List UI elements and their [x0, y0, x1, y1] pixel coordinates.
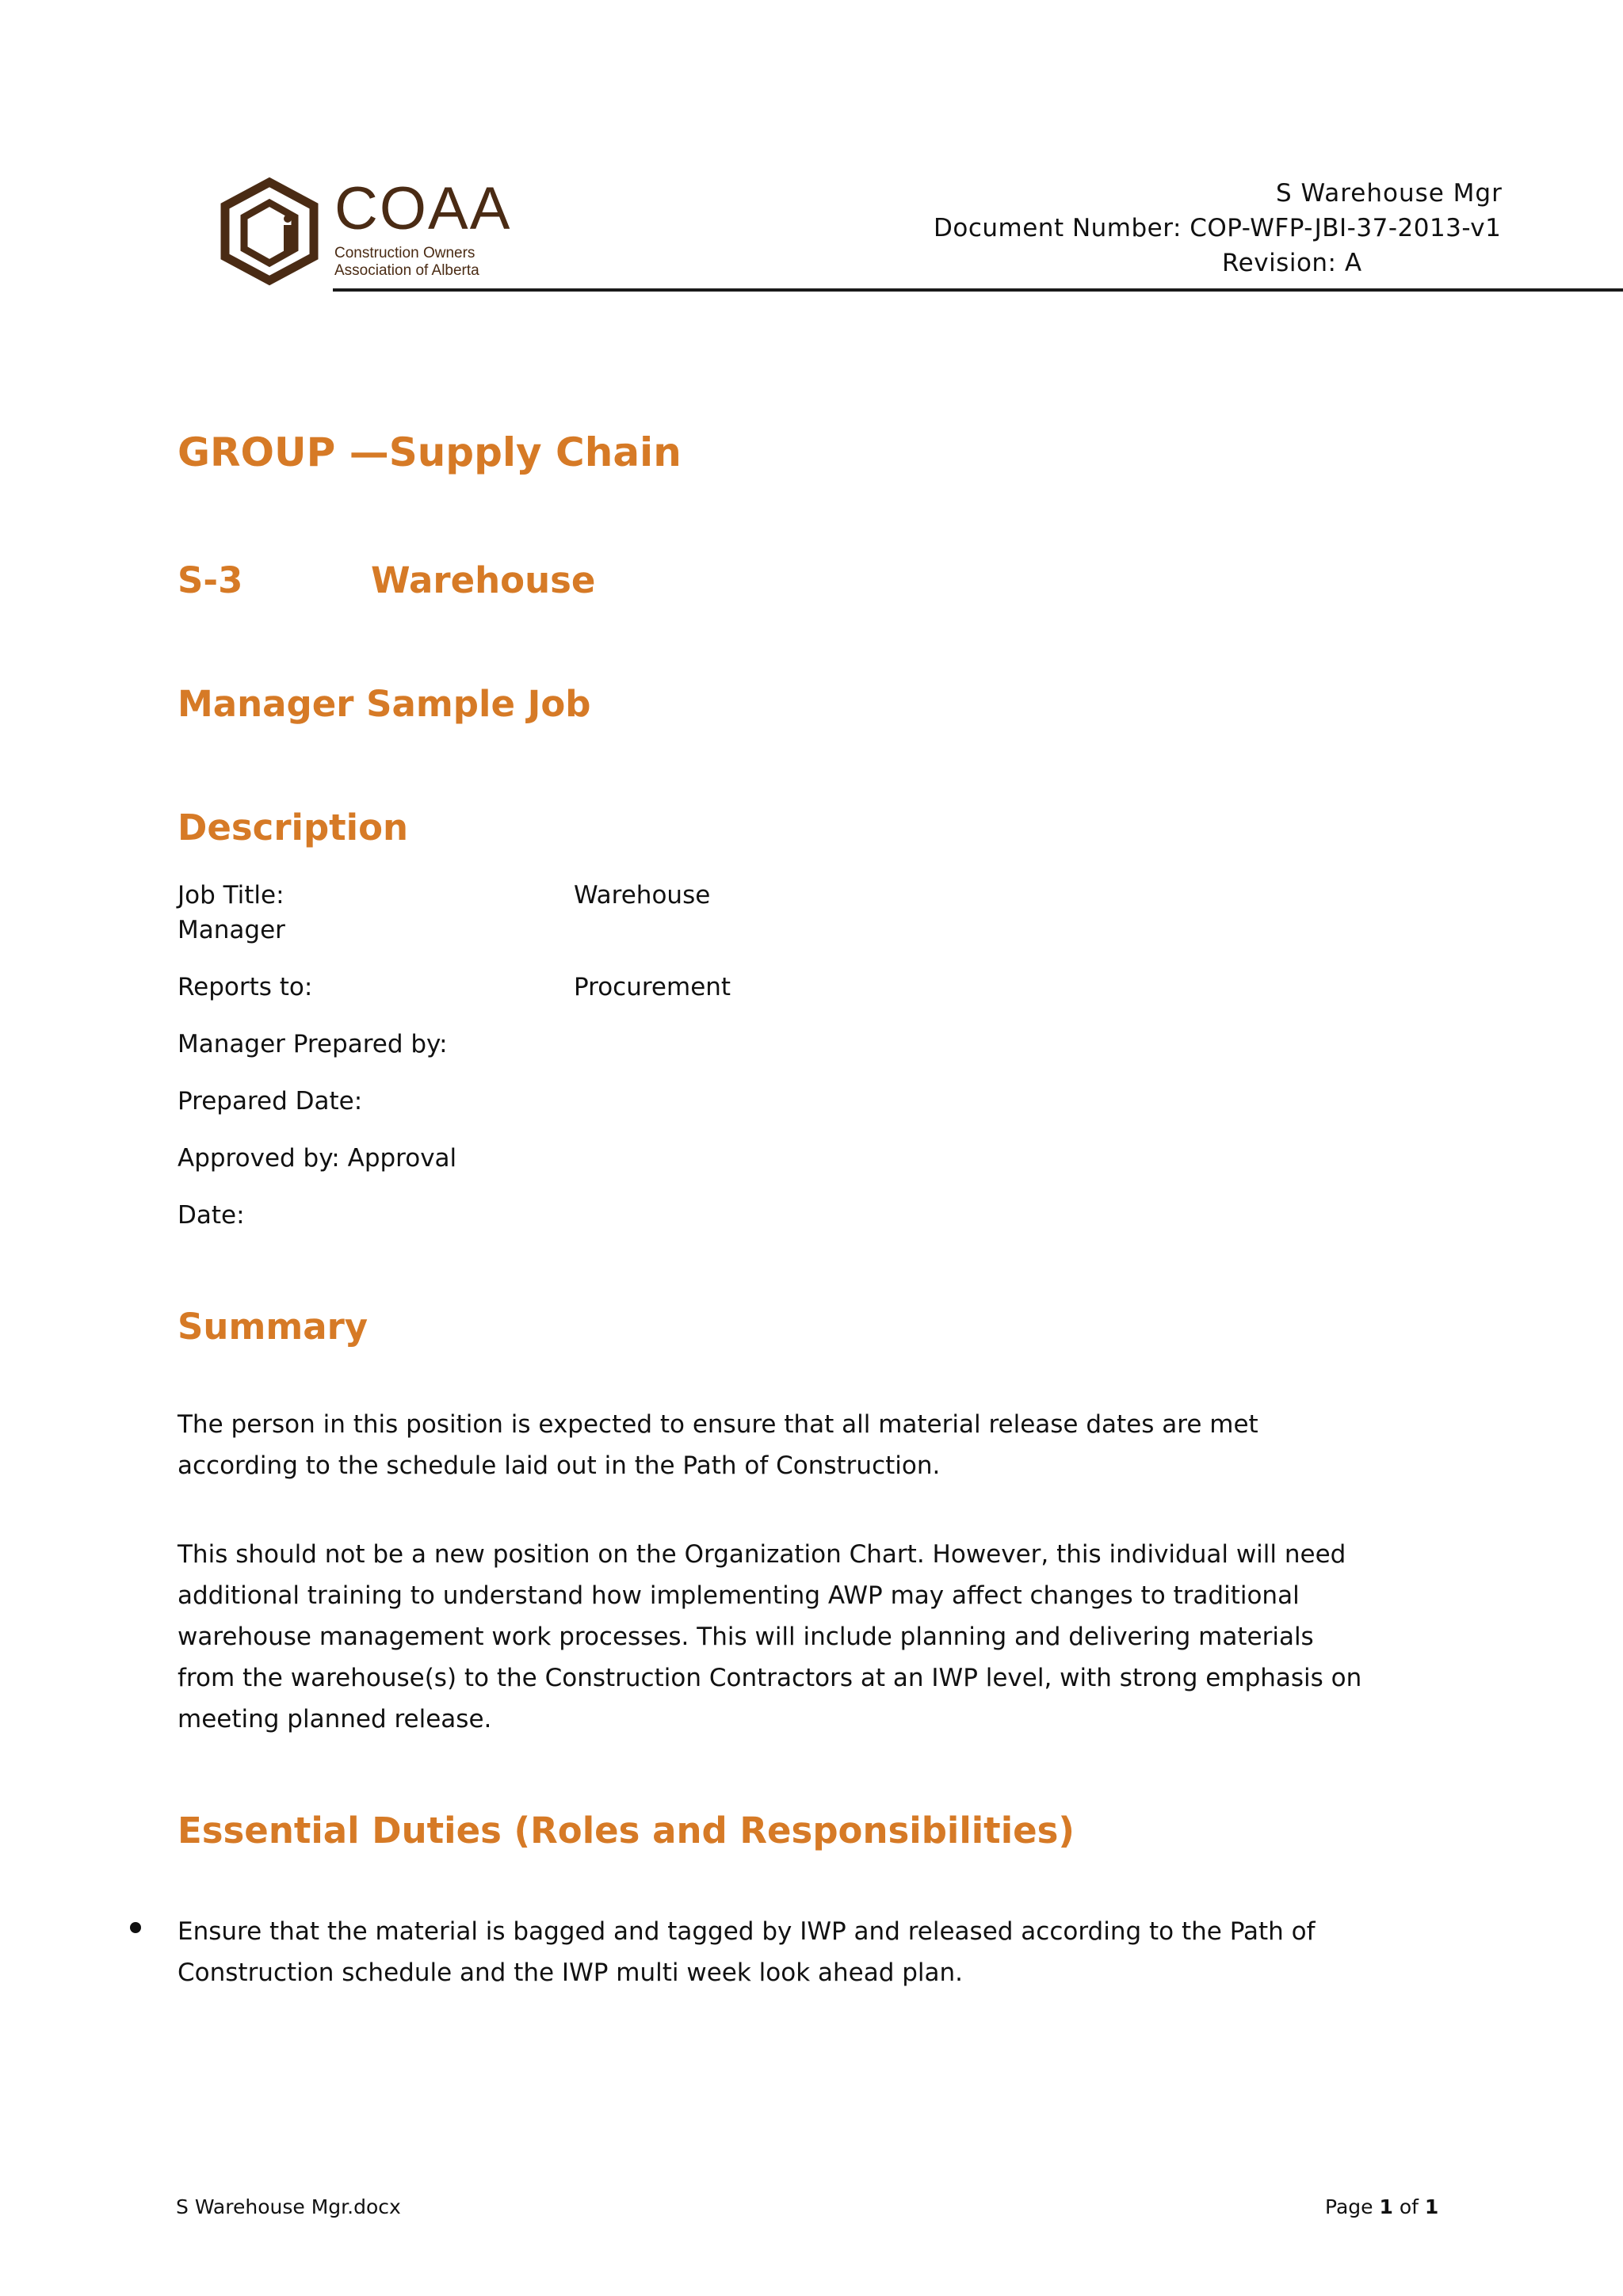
- revision: Revision: A: [1222, 249, 1362, 277]
- description-heading: Description: [178, 807, 409, 849]
- field-label-approved-by: Approved by: Approval: [178, 1144, 457, 1173]
- page-total: 1: [1424, 2195, 1439, 2218]
- footer-page-number: [1325, 2193, 1438, 2222]
- job-subtitle-heading: Manager Sample Job: [178, 683, 591, 725]
- field-label-job-title: Job Title:: [178, 881, 285, 910]
- field-label-manager: Manager: [178, 916, 285, 944]
- logo-acronym: COAA: [334, 175, 512, 242]
- bullet-icon: [130, 1922, 141, 1933]
- job-code: S-3: [178, 559, 243, 601]
- job-code-heading: [178, 559, 595, 601]
- duty-item-line: Ensure that the material is bagged and tagged by IWP and released according to the Path of: [178, 1917, 1316, 1946]
- summary-paragraph-1: [178, 1404, 1335, 1486]
- logo-subtitle-line2: Association of Alberta: [334, 262, 479, 279]
- field-value-job-title: Warehouse: [574, 881, 711, 910]
- field-label-prepared-date: Prepared Date:: [178, 1087, 363, 1116]
- summary-paragraph-2: [178, 1534, 1362, 1740]
- summary-p1-line: The person in this position is expected to ensure that all material release dates are met: [178, 1410, 1258, 1439]
- field-label-date: Date:: [178, 1201, 245, 1230]
- page-of: of: [1392, 2195, 1425, 2218]
- logo-subtitle-line1: Construction Owners: [334, 245, 475, 261]
- doc-short-title: S Warehouse Mgr: [1276, 179, 1503, 208]
- summary-p2-line: This should not be a new position on the Organization Chart. However, this individual will need: [178, 1540, 1346, 1569]
- page-prefix: Page: [1325, 2195, 1380, 2218]
- summary-p2-line: from the warehouse(s) to the Construction Contractors at an IWP level, with strong emphasis on: [178, 1664, 1362, 1692]
- summary-p2-line: warehouse management work processes. This will include planning and delivering materials: [178, 1623, 1314, 1651]
- group-heading: GROUP —Supply Chain: [178, 429, 682, 475]
- duty-item-line: Construction schedule and the IWP multi week look ahead plan.: [178, 1958, 964, 1987]
- footer-filename: S Warehouse Mgr.docx: [176, 2195, 401, 2218]
- summary-heading: Summary: [178, 1306, 369, 1348]
- job-name: Warehouse: [371, 559, 596, 601]
- document-number: Document Number: COP-WFP-JBI-37-2013-v1: [934, 214, 1502, 242]
- summary-p1-line: according to the schedule laid out in the Path of Construction.: [178, 1451, 941, 1480]
- duties-heading: Essential Duties (Roles and Responsibilities): [178, 1810, 1075, 1852]
- summary-p2-line: additional training to understand how implementing AWP may affect changes to traditional: [178, 1581, 1300, 1610]
- page-current: 1: [1379, 2195, 1393, 2218]
- duty-item: [178, 1911, 1335, 1993]
- field-value-reports-to: Procurement: [574, 973, 731, 1001]
- hexagon-logo-icon: [220, 176, 323, 287]
- coaa-logo: [220, 175, 512, 293]
- field-label-prepared-by: Manager Prepared by:: [178, 1030, 448, 1058]
- header-divider: [333, 288, 1623, 292]
- summary-p2-line: meeting planned release.: [178, 1705, 492, 1733]
- field-label-reports-to: Reports to:: [178, 973, 313, 1001]
